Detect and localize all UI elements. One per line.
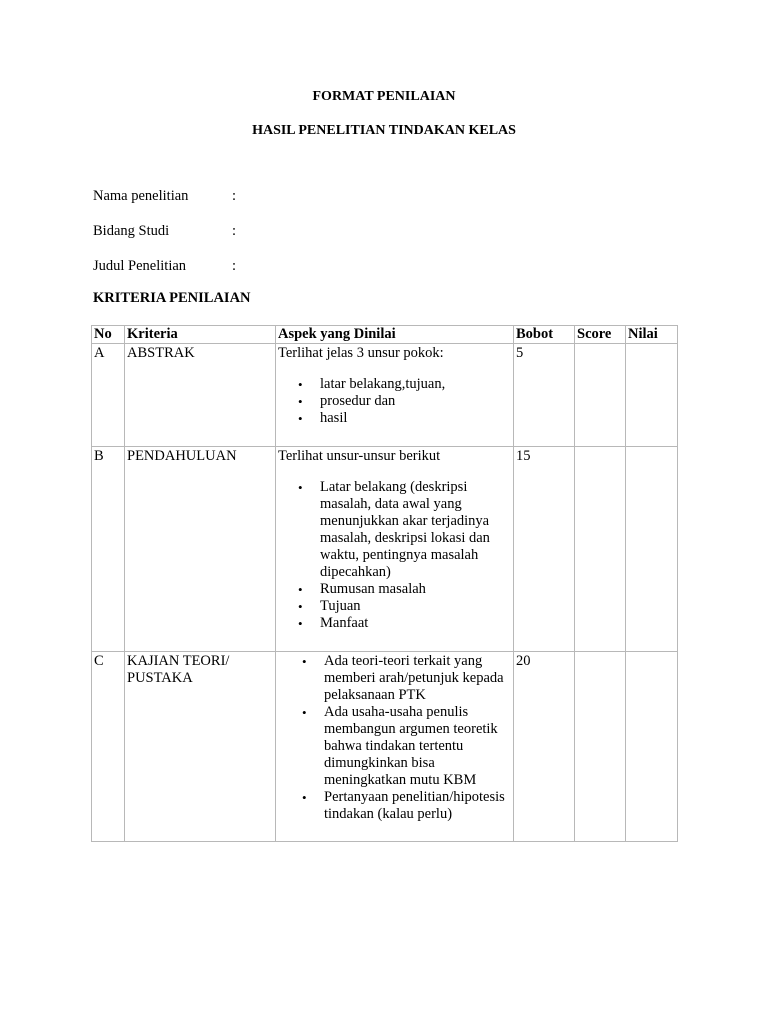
cell-kriteria: ABSTRAK (125, 344, 276, 447)
cell-nilai[interactable] (626, 652, 678, 842)
field-bidang-studi (93, 223, 236, 240)
field-separator: : (232, 223, 237, 239)
field-label: Nama penelitian (93, 188, 189, 204)
criteria-table (91, 325, 678, 842)
table-header-row (92, 326, 678, 344)
page-subtitle: HASIL PENELITIAN TINDAKAN KELAS (252, 123, 516, 138)
list-item: • Ada usaha-usaha penulis membangun argumen teoretik bahwa tindakan tertentu dimungkinkan bisa meningkatkan mutu KBM (324, 704, 511, 789)
column-header-nilai: Nilai (626, 326, 678, 344)
list-item: • Rumusan masalah (320, 581, 511, 598)
cell-no: A (92, 344, 125, 447)
field-nama-penelitian (93, 188, 236, 205)
aspek-intro: Terlihat jelas 3 unsur pokok: (278, 345, 444, 361)
field-separator: : (232, 258, 237, 274)
aspek-intro: Terlihat unsur-unsur berikut (278, 448, 441, 464)
field-separator: : (232, 188, 237, 204)
list-item: • Pertanyaan penelitian/hipotesis tindakan (kalau perlu) (324, 789, 511, 823)
column-header-aspek: Aspek yang Dinilai (276, 326, 514, 344)
cell-kriteria: PENDAHULUAN (125, 447, 276, 652)
column-header-score: Score (575, 326, 626, 344)
cell-bobot: 15 (514, 447, 575, 652)
cell-no: B (92, 447, 125, 652)
field-label: Bidang Studi (93, 223, 170, 239)
page-title: FORMAT PENILAIAN (312, 89, 456, 104)
cell-aspek (276, 652, 514, 842)
column-header-bobot: Bobot (514, 326, 575, 344)
cell-aspek (276, 344, 514, 447)
cell-bobot: 20 (514, 652, 575, 842)
list-item: • hasil (320, 410, 511, 427)
section-title: KRITERIA PENILAIAN (93, 290, 251, 306)
list-item: • Ada teori-teori terkait yang memberi arah/petunjuk kepada pelaksanaan PTK (324, 653, 511, 704)
aspek-list (278, 479, 511, 632)
list-item: • latar belakang,tujuan, (320, 376, 511, 393)
table-row (92, 344, 678, 447)
table-row (92, 652, 678, 842)
cell-bobot: 5 (514, 344, 575, 447)
field-label: Judul Penelitian (93, 258, 187, 274)
list-item: • Manfaat (320, 615, 511, 632)
cell-nilai[interactable] (626, 344, 678, 447)
aspek-list (278, 653, 511, 823)
cell-kriteria: KAJIAN TEORI/ PUSTAKA (125, 652, 276, 842)
table-row (92, 447, 678, 652)
cell-score[interactable] (575, 652, 626, 842)
list-item: • Latar belakang (deskripsi masalah, data awal yang menunjukkan akar terjadinya masalah, deskripsi lokasi dan waktu, pentingnya masalah dipecahkan) (320, 479, 511, 581)
column-header-no: No (92, 326, 125, 344)
cell-no: C (92, 652, 125, 842)
cell-aspek (276, 447, 514, 652)
list-item: • Tujuan (320, 598, 511, 615)
cell-nilai[interactable] (626, 447, 678, 652)
cell-score[interactable] (575, 447, 626, 652)
cell-score[interactable] (575, 344, 626, 447)
aspek-list (278, 376, 511, 427)
list-item: • prosedur dan (320, 393, 511, 410)
field-judul-penelitian (93, 258, 236, 275)
column-header-kriteria: Kriteria (125, 326, 276, 344)
